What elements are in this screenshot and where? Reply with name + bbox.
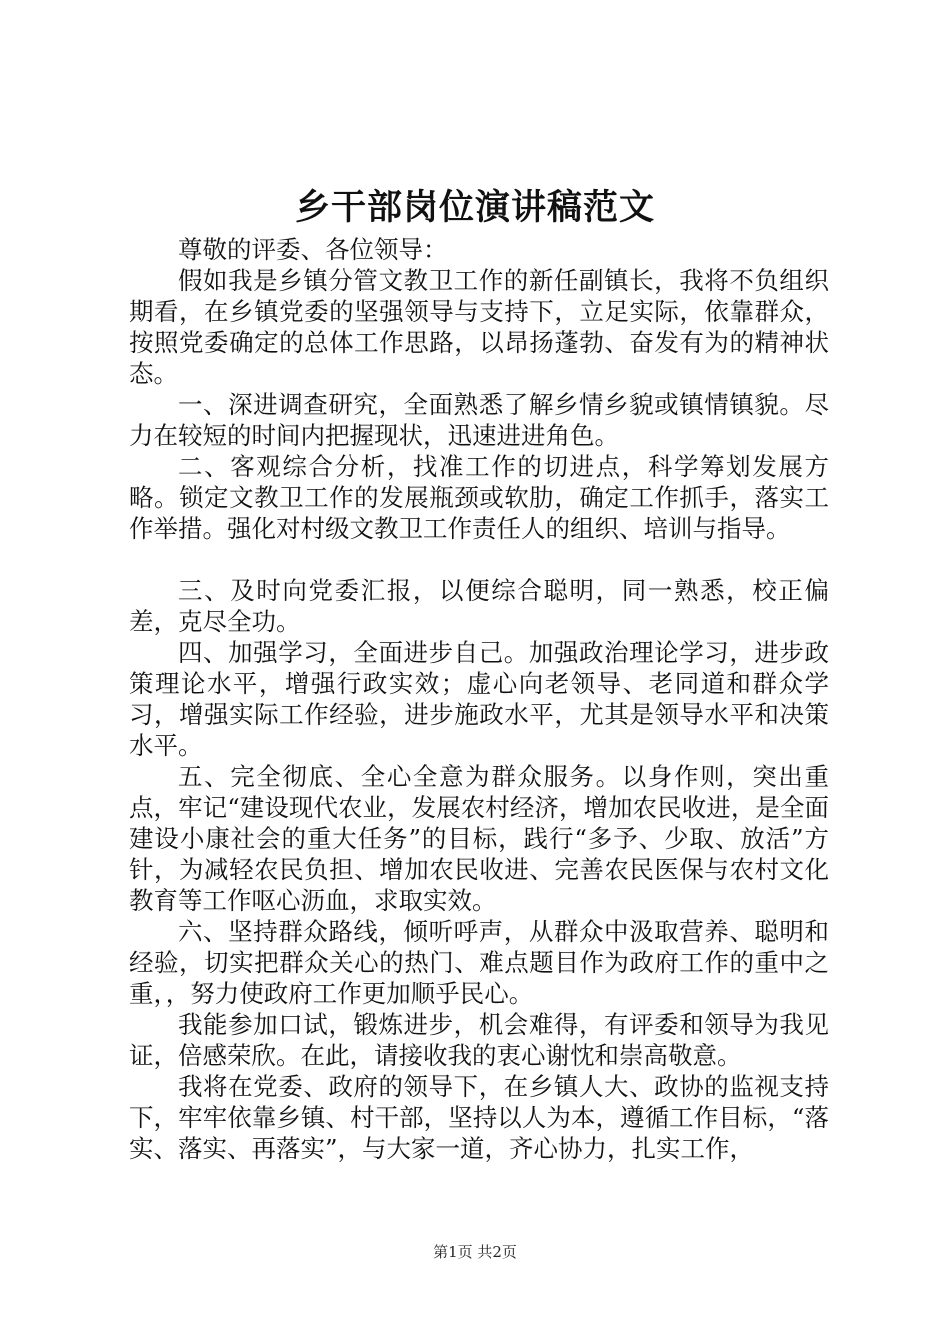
intro-paragraph: 假如我是乡镇分管文教卫工作的新任副镇长，我将不负组织期看，在乡镇党委的坚强领导与支持下，立足实际，依靠群众，按照党委确定的总体工作思路，以昂扬蓬勃、奋发有为的精神状态。 bbox=[129, 266, 829, 388]
point-two-paragraph: 二、客观综合分析，找准工作的切进点，科学筹划发展方略。锁定文教卫工作的发展瓶颈或软肋，确定工作抓手，落实工作举措。强化对村级文教卫工作责任人的组织、培训与指导。 bbox=[129, 452, 829, 543]
page-footer bbox=[0, 1240, 950, 1264]
point-three-paragraph: 三、及时向党委汇报，以便综合聪明，同一熟悉，校正偏差，克尽全功。 bbox=[129, 576, 829, 636]
point-five-paragraph: 五、完全彻底、全心全意为群众服务。以身作则，突出重点，牢记“建设现代农业，发展农村经济，增加农民收进，是全面建设小康社会的重大任务”的目标，践行“多予、少取、放活”方针，为减轻农民负担、增加农民收进、完善农民医保与农村文化教育等工作呕心沥血，求取实效。 bbox=[129, 762, 829, 915]
point-four-paragraph: 四、加强学习，全面进步自己。加强政治理论学习，进步政策理论水平，增强行政实效；虚心向老领导、老同道和群众学习，增强实际工作经验，进步施政水平，尤其是领导水平和决策水平。 bbox=[129, 638, 829, 760]
point-six-paragraph: 六、坚持群众路线，倾听呼声，从群众中汲取营养、聪明和经验，切实把群众关心的热门、难点题目作为政府工作的重中之重，，努力使政府工作更加顺乎民心。 bbox=[129, 917, 829, 1008]
salutation-paragraph: 尊敬的评委、各位领导： bbox=[178, 235, 448, 264]
document-title: 乡干部岗位演讲稿范文 bbox=[294, 188, 655, 228]
page-total: 共2页 bbox=[477, 1243, 517, 1261]
closing-paragraph: 我将在党委、政府的领导下，在乡镇人大、政协的监视支持下，牢牢依靠乡镇、村干部，坚持以人为本，遵循工作目标，“落实、落实、再落实”，与大家一道，齐心协力，扎实工作， bbox=[129, 1072, 829, 1163]
gratitude-paragraph: 我能参加口试，锻炼进步，机会难得，有评委和领导为我见证，倍感荣欣。在此，请接收我的衷心谢忱和崇高敬意。 bbox=[129, 1010, 829, 1070]
page-number: 第1页 bbox=[433, 1243, 473, 1261]
point-one-paragraph: 一、深进调查研究，全面熟悉了解乡情乡貌或镇情镇貌。尽力在较短的时间内把握现状，迅速进进角色。 bbox=[129, 390, 829, 450]
document-body bbox=[129, 234, 829, 1164]
